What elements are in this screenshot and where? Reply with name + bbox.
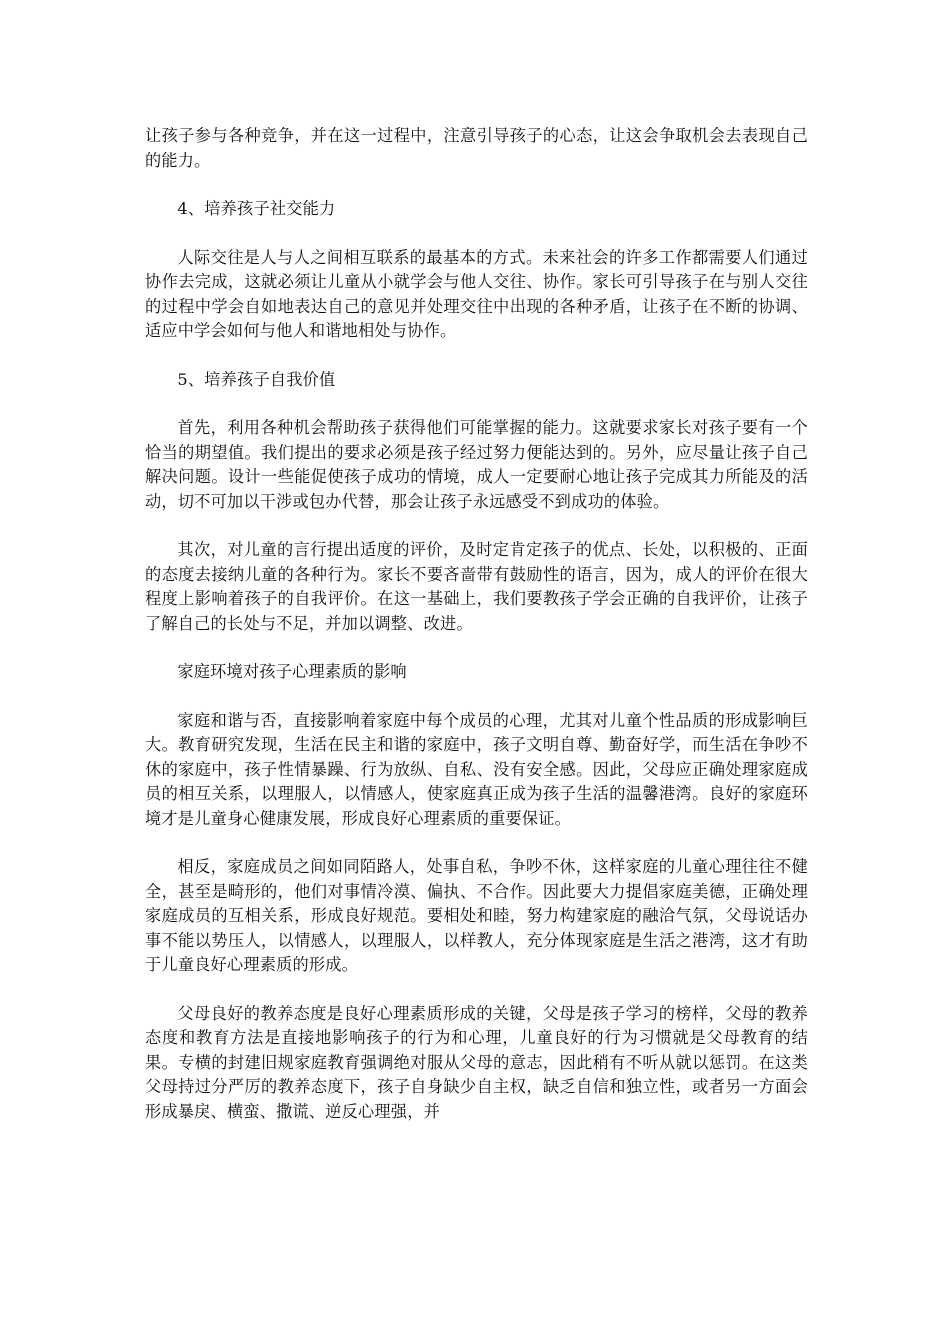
paragraph-family-conflict: 相反，家庭成员之间如同陌路人，处事自私，争吵不休，这样家庭的儿童心理往往不健全，甚至是畸形的，他们对事情冷漠、偏执、不合作。因此要大力提倡家庭美德，正确处理家庭成员的互相关系，形成良好规范。要相处和睦，努力构建家庭的融洽气氛，父母说话办事不能以势压人，以情感人，以理服人，以样教人，充分体现家庭是生活之港湾，这才有助于儿童良好心理素质的形成。 <box>145 857 808 974</box>
paragraph-family-harmony: 家庭和谐与否，直接影响着家庭中每个成员的心理，尤其对儿童个性品质的形成影响巨大。教育研究发现，生活在民主和谐的家庭中，孩子文明自尊、勤奋好学，而生活在争吵不休的家庭中，孩子性情暴躁、行为放纵、自私、没有安全感。因此，父母应正确处理家庭成员的相互关系，以理服人，以情感人，使家庭真正成为孩子生活的温馨港湾。良好的家庭环境才是儿童身心健康发展，形成良好心理素质的重要保证。 <box>145 710 808 828</box>
document-page <box>145 124 808 1148</box>
section-heading-social-skills: 4、培养孩子社交能力 <box>177 199 336 218</box>
paragraph-parenting-attitude: 父母良好的教养态度是良好心理素质形成的关键，父母是孩子学习的榜样，父母的教养态度和教育方法是直接地影响孩子的行为和心理，儿童良好的行为习惯就是父母教育的结果。专横的封建旧规家庭教育强调绝对服从父母的意志，因此稍有不听从就以惩罚。在这类父母持过分严厉的教养态度下，孩子自身缺少自主权，缺乏自信和独立性，或者另一方面会形成暴戾、横蛮、撒谎、逆反心理强，并 <box>145 1003 808 1121</box>
paragraph-social-skills: 人际交往是人与人之间相互联系的最基本的方式。未来社会的许多工作都需要人们通过协作去完成，这就必须让儿童从小就学会与他人交往、协作。家长可引导孩子在与别人交往的过程中学会自如地表达自己的意见并处理交往中出现的各种矛盾，让孩子在不断的协调、适应中学会如何与他人和谐地相处与协作。 <box>145 247 808 340</box>
section-heading-self-worth: 5、培养孩子自我价值 <box>177 369 336 389</box>
section-heading-family-environment: 家庭环境对孩子心理素质的影响 <box>177 662 407 681</box>
paragraph-continuation: 让孩子参与各种竞争，并在这一过程中，注意引导孩子的心态，让这会争取机会去表现自己的能力。 <box>145 126 808 170</box>
paragraph-self-worth-second: 其次，对儿童的言行提出适度的评价，及时定肯定孩子的优点、长处，以积极的、正面的态度去接纳儿童的各种行为。家长不要吝啬带有鼓励性的语言，因为，成人的评价在很大程度上影响着孩子的自我评价。在这一基础上，我们要教孩子学会正确的自我评价，让孩子了解自己的长处与不足，并加以调整、改进。 <box>145 540 808 633</box>
paragraph-self-worth-first: 首先，利用各种机会帮助孩子获得他们可能掌握的能力。这就要求家长对孩子要有一个恰当的期望值。我们提出的要求必须是孩子经过努力便能达到的。另外，应尽量让孩子自己解决问题。设计一些能促使孩子成功的情境，成人一定要耐心地让孩子完成其力所能及的活动，切不可加以干涉或包办代替，那会让孩子永远感受不到成功的体验。 <box>145 418 808 511</box>
